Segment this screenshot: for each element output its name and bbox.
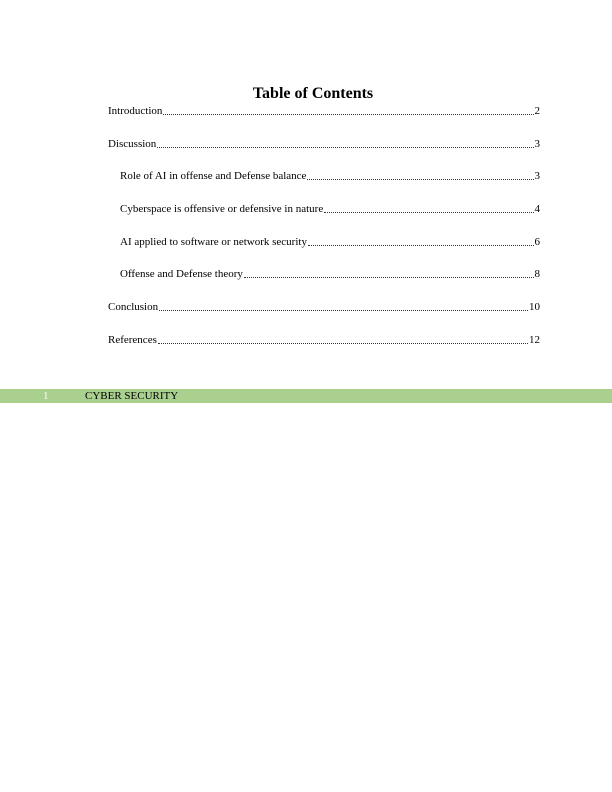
toc-title: Table of Contents — [252, 85, 374, 102]
dot-leader — [308, 244, 534, 246]
toc-entry-cyberspace[interactable] — [120, 202, 540, 216]
toc-entry-page: 3 — [534, 170, 540, 182]
toc-entry-label: AI applied to software or network security — [120, 236, 307, 248]
toc-entry-label: Introduction — [108, 105, 163, 117]
toc-entry-conclusion[interactable] — [108, 300, 540, 314]
toc-entry-offense-defense-theory[interactable] — [120, 267, 540, 281]
toc-entry-ai-applied[interactable] — [120, 235, 540, 249]
toc-entry-role-of-ai[interactable] — [120, 169, 540, 183]
toc-entry-page: 3 — [534, 138, 540, 150]
toc-entry-page: 2 — [534, 105, 540, 117]
toc-entry-page: 6 — [534, 236, 540, 248]
toc-entry-page: 8 — [534, 268, 540, 280]
toc-entry-label: References — [108, 334, 157, 346]
toc-entry-page: 4 — [534, 203, 540, 215]
toc-entry-introduction[interactable] — [108, 104, 540, 118]
toc-entry-page: 12 — [529, 334, 540, 346]
dot-leader — [324, 211, 533, 213]
toc-entry-label: Discussion — [108, 138, 157, 150]
dot-leader — [159, 309, 528, 311]
toc-entry-label: Cyberspace is offensive or defensive in nature — [120, 203, 324, 215]
footer-band — [0, 389, 612, 403]
toc-entry-label: Role of AI in offense and Defense balance — [120, 170, 307, 182]
toc-entry-discussion[interactable] — [108, 137, 540, 151]
toc-entry-label: Conclusion — [108, 301, 159, 313]
dot-leader — [157, 146, 533, 148]
dot-leader — [244, 276, 534, 278]
dot-leader — [307, 178, 533, 180]
toc-entry-page: 10 — [529, 301, 540, 313]
dot-leader — [163, 113, 533, 115]
toc-entry-label: Offense and Defense theory — [120, 268, 243, 280]
toc-entry-references[interactable] — [108, 333, 540, 347]
running-head: CYBER SECURITY — [85, 390, 179, 402]
dot-leader — [158, 342, 528, 344]
footer-page-number: 1 — [43, 390, 49, 402]
